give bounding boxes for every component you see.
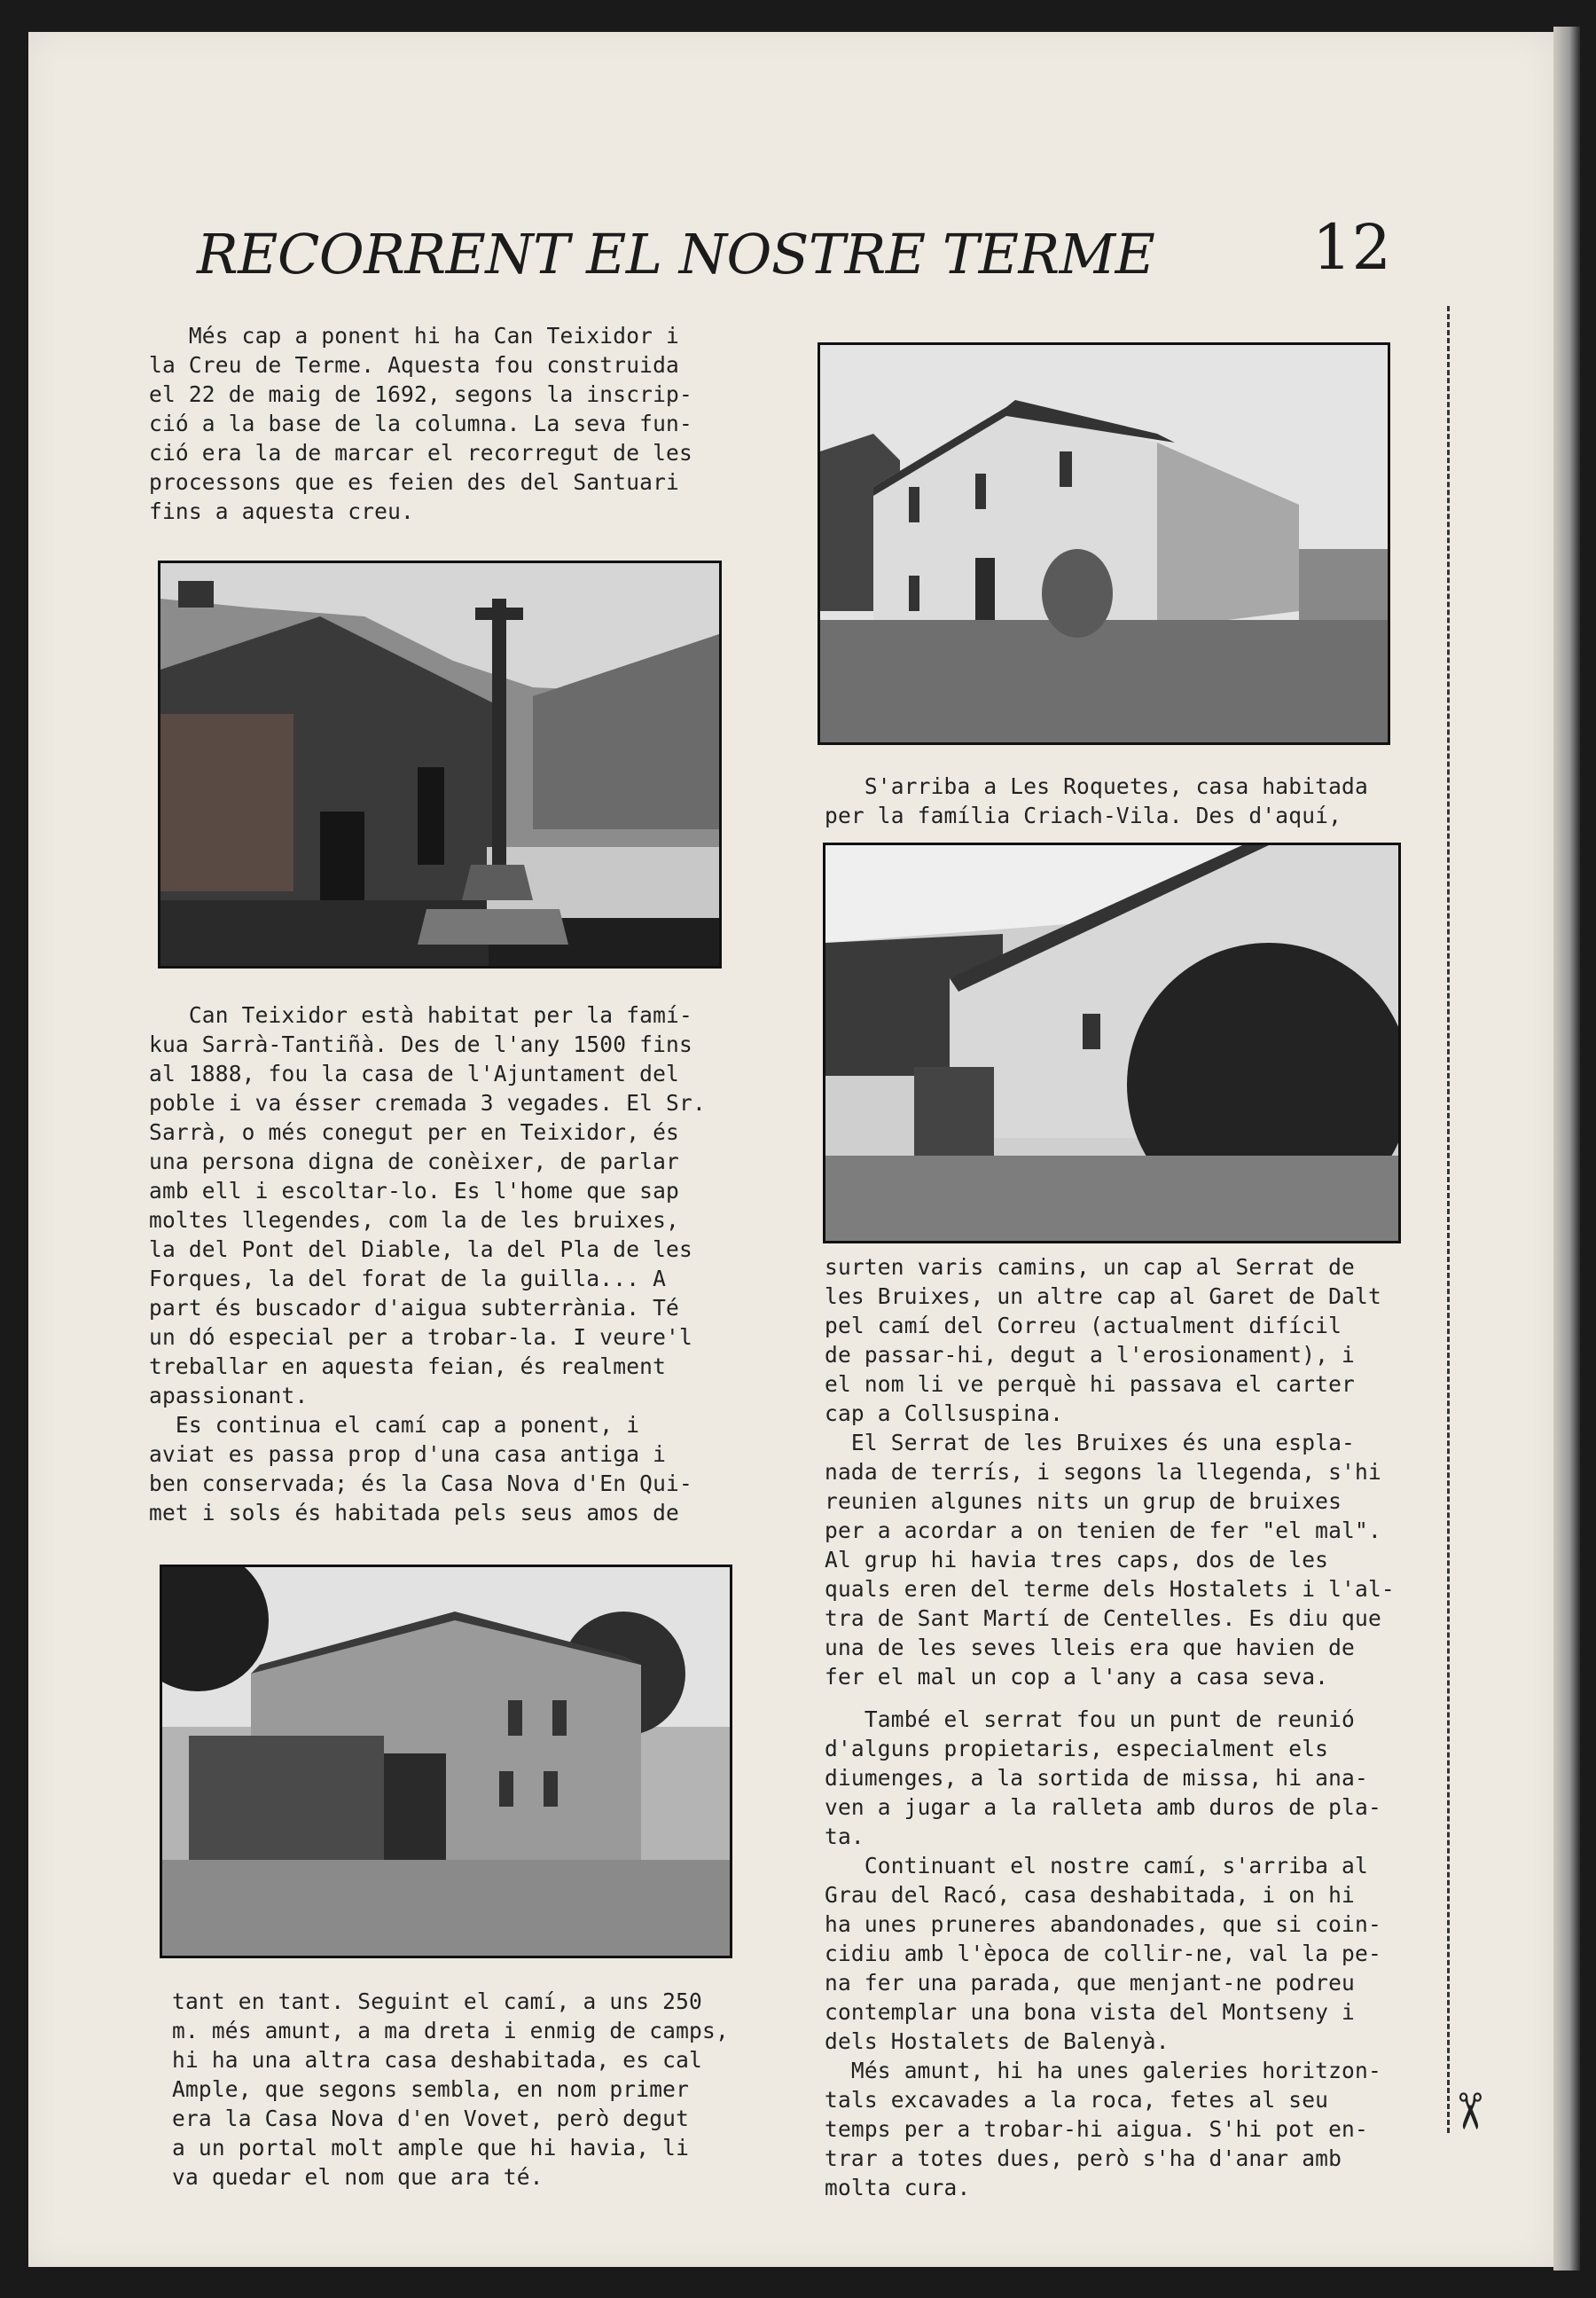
text-line: hi ha una altra casa deshabitada, es cal [172, 2047, 703, 2073]
text-line: reunien algunes nits un grup de bruixes [825, 1488, 1342, 1514]
text-line: apassionant. [149, 1383, 309, 1408]
text-line: trar a totes dues, però s'ha d'anar amb [825, 2145, 1342, 2171]
text-line: Es continua el camí cap a ponent, i [149, 1412, 640, 1438]
cut-line [1447, 306, 1450, 2133]
text-line: ció a la base de la columna. La seva fun- [149, 411, 692, 436]
photo-les-roquetes-house [818, 342, 1390, 745]
text-line: les Bruixes, un altre cap al Garet de Dalt [825, 1283, 1381, 1309]
text-line: També el serrat fou un punt de reunió [825, 1706, 1356, 1732]
text-line: na fer una parada, que menjant-ne podreu [825, 1970, 1356, 1996]
text-line: al 1888, fou la casa de l'Ajuntament del [149, 1061, 680, 1086]
text-line: Continuant el nostre camí, s'arriba al [825, 1853, 1368, 1878]
text-line: el nom li ve perquè hi passava el carter [825, 1371, 1356, 1397]
text-line: treballar en aquesta feian, és realment [149, 1353, 667, 1379]
text-line: Ample, que segons sembla, en nom primer [172, 2076, 690, 2102]
text-line: molta cura. [825, 2175, 971, 2200]
text-line: era la Casa Nova d'en Vovet, però degut [172, 2106, 690, 2131]
text-line: surten varis camins, un cap al Serrat de [825, 1254, 1356, 1280]
text-line: ta. [825, 1823, 864, 1849]
text-line: la del Pont del Diable, la del Pla de les [149, 1236, 692, 1262]
intro-text [149, 321, 692, 526]
text-line: pel camí del Correu (actualment difícil [825, 1313, 1342, 1338]
text-line: tra de Sant Martí de Centelles. Es diu que [825, 1605, 1381, 1631]
text-line: una persona digna de conèixer, de parlar [149, 1149, 680, 1174]
serrat-text [825, 1705, 1381, 2202]
text-line: moltes llegendes, com la de les bruixes, [149, 1207, 680, 1233]
text-line: tals excavades a la roca, fetes al seu [825, 2087, 1329, 2113]
text-line: per la família Criach-Vila. Des d'aquí, [825, 803, 1342, 828]
text-line: va quedar el nom que ara té. [172, 2164, 544, 2190]
photo-farm-courtyard [823, 843, 1401, 1243]
text-line: Més amunt, hi ha unes galeries horitzon- [825, 2058, 1381, 2083]
text-line: Grau del Racó, casa deshabitada, i on hi [825, 1882, 1356, 1908]
text-line: Al grup hi havia tres caps, dos de les [825, 1547, 1329, 1573]
text-line: per a acordar a on tenien de fer "el mal". [825, 1518, 1381, 1543]
text-line: un dó especial per a trobar-la. I veure'l [149, 1324, 692, 1350]
text-line: ben conservada; és la Casa Nova d'En Qui- [149, 1471, 692, 1496]
page-title: RECORRENT EL NOSTRE TERME [197, 222, 1155, 286]
text-line: temps per a trobar-hi aigua. S'hi pot en- [825, 2116, 1368, 2142]
text-line: quals eren del terme dels Hostalets i l'al- [825, 1576, 1395, 1602]
text-line: aviat es passa prop d'una casa antiga i [149, 1441, 667, 1467]
text-line: la Creu de Terme. Aquesta fou construida [149, 352, 680, 378]
camins-text [825, 1252, 1395, 1691]
photo-casa-nova [160, 1565, 732, 1958]
les-roquetes-text [825, 772, 1368, 830]
continued-text [172, 1987, 729, 2192]
text-line: tant en tant. Seguint el camí, a uns 250 [172, 1988, 703, 2014]
text-line: d'alguns propietaris, especialment els [825, 1736, 1329, 1761]
creu-de-terme-image [160, 563, 719, 966]
text-line: fer el mal un cop a l'any a casa seva. [825, 1664, 1329, 1690]
farm-courtyard-image [825, 845, 1398, 1241]
text-line: met i sols és habitada pels seus amos de [149, 1500, 680, 1525]
text-line: el 22 de maig de 1692, segons la inscrip- [149, 381, 692, 407]
text-line: de passar-hi, degut a l'erosionament), i [825, 1342, 1356, 1368]
can-teixidor-text [149, 1000, 706, 1527]
text-line: Forques, la del forat de la guilla... A [149, 1266, 667, 1291]
page-number: 12 [1312, 211, 1392, 284]
text-line: diumenges, a la sortida de missa, hi ana- [825, 1765, 1368, 1791]
text-line: una de les seves lleis era que havien de [825, 1635, 1356, 1660]
text-line: poble i va ésser cremada 3 vegades. El Sr. [149, 1090, 706, 1116]
photo-creu-de-terme [158, 561, 722, 969]
text-line: cap a Collsuspina. [825, 1400, 1064, 1426]
text-line: S'arriba a Les Roquetes, casa habitada [825, 773, 1368, 799]
text-line: contemplar una bona vista del Montseny i [825, 1999, 1356, 2025]
text-line: Can Teixidor està habitat per la famí- [149, 1002, 692, 1028]
text-line: m. més amunt, a ma dreta i enmig de camps, [172, 2018, 729, 2043]
text-line: kua Sarrà-Tantiñà. Des de l'any 1500 fins [149, 1031, 692, 1057]
text-line: El Serrat de les Bruixes és una espla- [825, 1430, 1356, 1455]
scissors-icon: ✂ [1439, 2090, 1498, 2132]
text-line: a un portal molt ample que hi havia, li [172, 2135, 690, 2161]
text-line: processons que es feien des del Santuari [149, 469, 680, 495]
text-line: Més cap a ponent hi ha Can Teixidor i [149, 323, 680, 349]
page-spine [1553, 27, 1580, 2271]
text-line: nada de terrís, i segons la llegenda, s'hi [825, 1459, 1381, 1485]
text-line: ha unes pruneres abandonades, que si coin- [825, 1911, 1381, 1937]
casa-nova-image [162, 1567, 730, 1956]
text-line: ció era la de marcar el recorregut de les [149, 440, 692, 466]
text-line: part és buscador d'aigua subterrània. Té [149, 1295, 680, 1321]
text-line: fins a aquesta creu. [149, 498, 415, 524]
text-line: Sarrà, o més conegut per en Teixidor, és [149, 1119, 680, 1145]
text-line: ven a jugar a la ralleta amb duros de pla- [825, 1794, 1381, 1820]
text-line: amb ell i escoltar-lo. Es l'home que sap [149, 1178, 680, 1204]
text-line: dels Hostalets de Balenyà. [825, 2028, 1170, 2054]
text-line: cidiu amb l'època de collir-ne, val la pe- [825, 1941, 1381, 1966]
les-roquetes-house-image [820, 345, 1388, 742]
